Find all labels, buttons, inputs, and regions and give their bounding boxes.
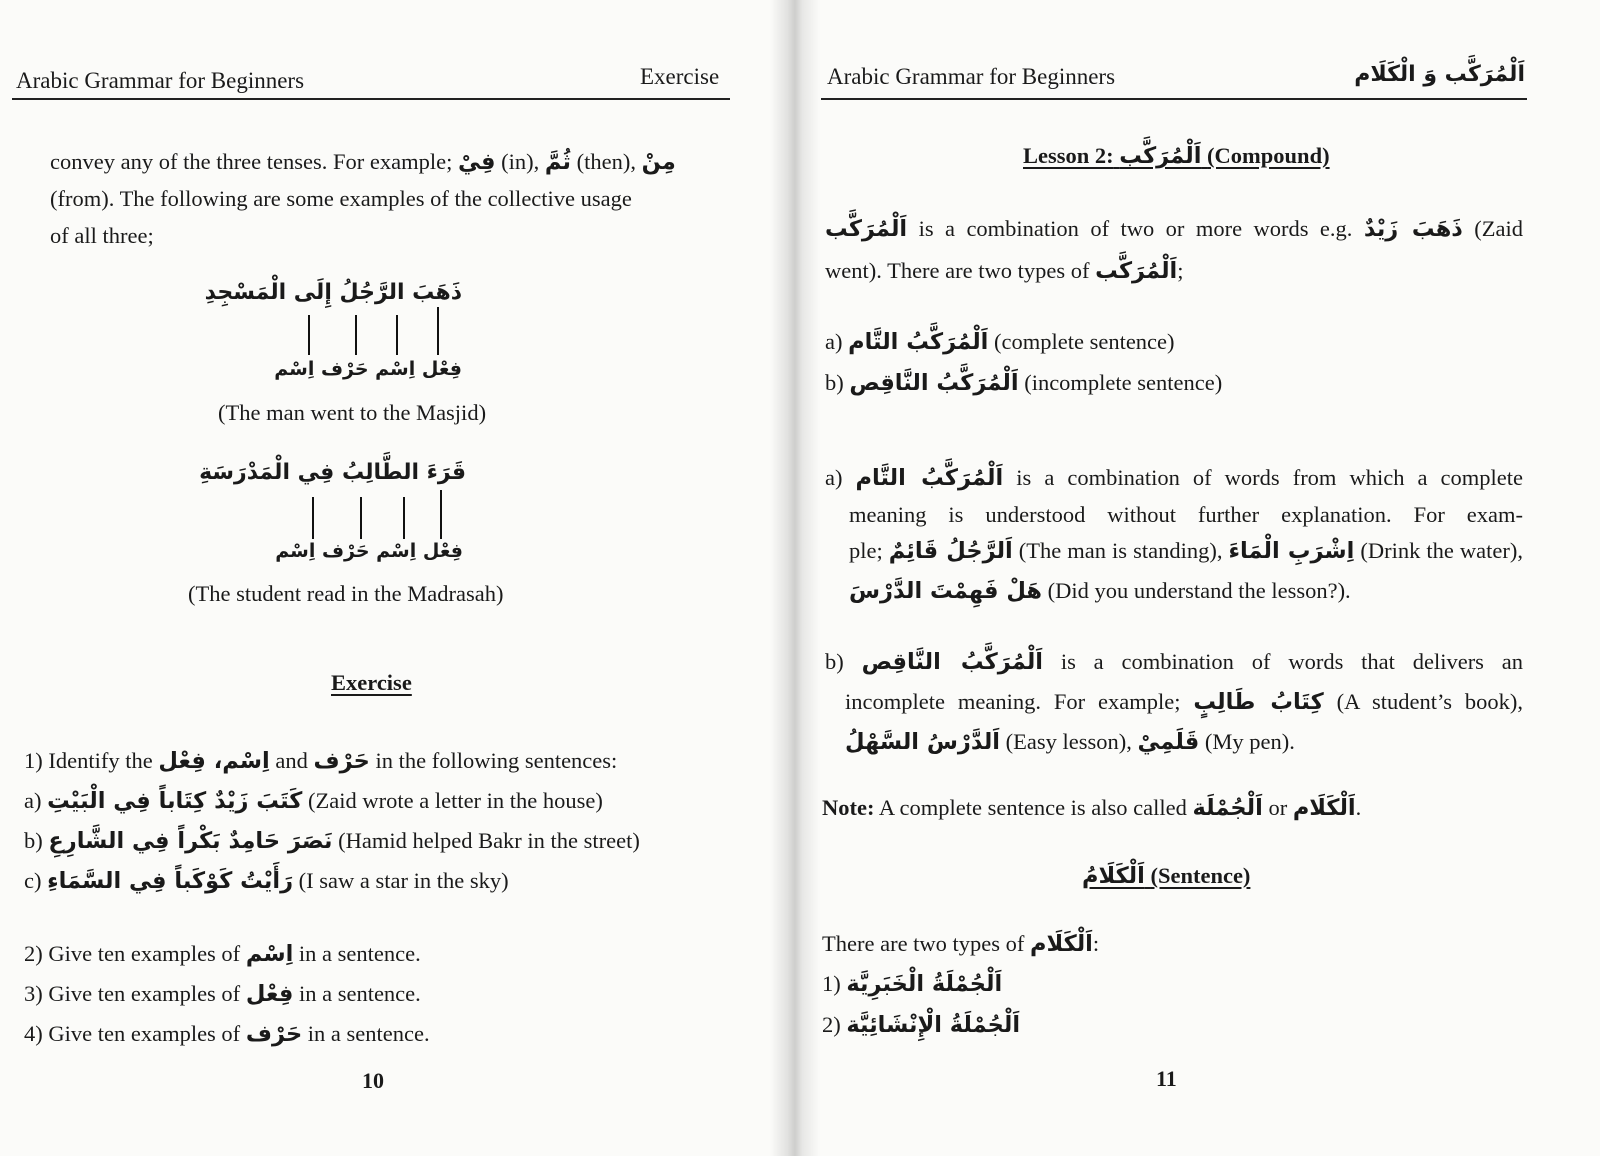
note-label: Note: [822, 795, 875, 820]
sentence-heading [1082, 863, 1250, 889]
para-a-line-4 [849, 572, 1351, 610]
para-b-example-2-arabic: اَلدَّرْسُ السَّهْلُ [845, 729, 1000, 755]
item-c-english: (I saw a star in the sky) [298, 868, 509, 893]
exercise-question-2 [24, 935, 421, 973]
q1-text-a: 1) Identify the [24, 748, 153, 773]
types-intro [822, 925, 1099, 963]
intro-line-2: (from). The following are some examples of the collective usage [50, 186, 632, 211]
lesson-heading-arabic: اَلْمُرَكَّب [1119, 143, 1202, 169]
note-arabic-kalam: اَلْكَلَام [1292, 795, 1356, 821]
para-a-arabic: اَلْمُرَكَّبُ التَّام [855, 465, 1004, 491]
types-item-2-prefix: 2) [822, 1012, 841, 1037]
q4-text-b: in a sentence. [307, 1021, 430, 1046]
q1-text-b: and [275, 748, 308, 773]
para-a-example-1-arabic: اَلرَّجُلُ قَائِمٌ [888, 538, 1013, 564]
diagram2-connector [403, 497, 405, 539]
note-text: A complete sentence is also called [878, 795, 1187, 820]
q3-arabic: فِعْل [245, 981, 294, 1007]
exercise-item-c [24, 862, 509, 900]
para-b-example-1-english: (A student’s book), [1336, 689, 1523, 714]
types-item-1 [822, 965, 1002, 1003]
def-text-2: (Zaid [1474, 216, 1524, 241]
type-a-english: (complete sentence) [994, 329, 1175, 354]
item-b-arabic: نَصَرَ حَامِدٌ بَكْراً فِي الشَّارِعِ [48, 828, 333, 854]
note-end: . [1355, 795, 1362, 820]
para-a-example-2-english: (Drink the water), [1360, 538, 1524, 563]
q3-text-b: in a sentence. [298, 981, 421, 1006]
example-fi-english: (in), [501, 149, 540, 174]
intro-line-1 [50, 143, 676, 181]
item-a-arabic: كَتَبَ زَيْدٌ كِتَاباً فِي الْبَيْتِ [47, 788, 303, 814]
item-a-english: (Zaid wrote a letter in the house) [308, 788, 603, 813]
para-a-example-1-english: (The man is standing), [1018, 538, 1223, 563]
para-a-line-2: meaning is understood without further explanation. For exam- [849, 502, 1523, 527]
running-head-section: Exercise [640, 64, 720, 89]
intro-text: convey any of the three tenses. For example; [50, 149, 453, 174]
definition-line-2 [825, 252, 1184, 290]
types-intro-text: There are two types of [822, 931, 1025, 956]
para-b-example-3-english: (My pen). [1204, 729, 1295, 754]
q4-arabic: حَرْف [245, 1021, 303, 1047]
type-b-english: (incomplete sentence) [1024, 370, 1223, 395]
example-thumma-english: (then), [576, 149, 636, 174]
diagram1-connector [396, 315, 398, 355]
para-b-example-1-arabic: كِتَابُ طَالِبٍ [1193, 689, 1324, 715]
para-a-example-3-english: (Did you understand the lesson?). [1047, 578, 1351, 603]
type-b-arabic: اَلْمُرَكَّبُ النَّاقِص [849, 370, 1019, 396]
exercise-question-1 [24, 742, 617, 780]
right-page [785, 0, 1600, 1156]
q3-text-a: 3) Give ten examples of [24, 981, 241, 1006]
para-a-line-3 [849, 532, 1523, 570]
lesson-heading [1023, 143, 1330, 169]
diagram2-connector [312, 497, 314, 539]
item-b-prefix: b) [24, 828, 43, 853]
para-b-text-2: incomplete meaning. For example; [845, 689, 1181, 714]
type-a-line [825, 323, 1175, 361]
type-b-prefix: b) [825, 370, 844, 395]
page-number: 10 [362, 1068, 384, 1093]
diagram2-connector [360, 497, 362, 539]
sentence-heading-english: (Sentence) [1150, 863, 1251, 888]
running-head-title: Arabic Grammar for Beginners [827, 64, 1116, 89]
item-c-arabic: رَأَيْتُ كَوْكَباً فِي السَّمَاءِ [47, 868, 294, 894]
q2-text-b: in a sentence. [298, 941, 421, 966]
note-line [822, 789, 1361, 827]
para-b-prefix: b) [825, 649, 844, 674]
para-b-text-1: is a combination of words that delivers an [1060, 649, 1523, 674]
para-a-text-1: is a combination of words from which a complete [1016, 465, 1524, 490]
exercise-question-3 [24, 975, 421, 1013]
para-b-arabic: اَلْمُرَكَّبُ النَّاقِص [861, 649, 1043, 675]
diagram1-connector [355, 315, 357, 355]
para-b-line-2 [845, 683, 1523, 721]
def-arabic-murakkab-2: اَلْمُرَكَّب [1095, 258, 1178, 284]
types-item-2-arabic: اَلْجُمْلَةُ الْإِنْشَائِيَّة [846, 1012, 1021, 1038]
para-a-text-3: ple; [849, 538, 883, 563]
types-intro-arabic: اَلْكَلَام [1030, 931, 1093, 957]
types-item-2 [822, 1006, 1020, 1044]
example-min-arabic: مِنْ [641, 149, 676, 175]
type-b-line [825, 364, 1222, 402]
exercise-item-a [24, 782, 603, 820]
para-b-example-3-arabic: قَلَمِيْ [1137, 729, 1200, 755]
para-a-line-1 [825, 459, 1523, 497]
q2-text-a: 2) Give ten examples of [24, 941, 241, 966]
diagram2-translation: (The student read in the Madrasah) [188, 581, 504, 606]
example-fi-arabic: فِيْ [458, 149, 496, 175]
header-rule [12, 98, 730, 100]
q2-arabic: اِسْم [245, 941, 294, 967]
diagram1-connector [308, 315, 310, 355]
exercise-question-4 [24, 1015, 430, 1053]
header-rule [821, 98, 1527, 100]
running-head-title: Arabic Grammar for Beginners [16, 68, 305, 93]
lesson-heading-suffix: (Compound) [1207, 143, 1330, 168]
types-intro-end: : [1092, 931, 1100, 956]
intro-line-3: of all three; [50, 223, 154, 248]
sentence-heading-arabic: اَلْكَلَامُ [1082, 863, 1145, 889]
def-text-4: ; [1177, 258, 1184, 283]
note-arabic-jumla: اَلْجُمْلَة [1192, 795, 1263, 821]
item-b-english: (Hamid helped Bakr in the street) [338, 828, 640, 853]
diagram1-translation: (The man went to the Masjid) [218, 400, 487, 425]
para-b-line-1 [825, 643, 1523, 681]
left-page [0, 0, 785, 1156]
diagram1-connector [437, 307, 439, 355]
book-gutter-shadow [770, 0, 820, 1156]
q1-arabic-ism-fil: اِسْم، فِعْل [158, 748, 270, 774]
def-arabic-murakkab: اَلْمُرَكَّب [825, 216, 908, 242]
definition-line-1 [825, 210, 1523, 248]
q1-arabic-harf: حَرْف [313, 748, 370, 774]
running-head-section-arabic: اَلْمُرَكَّب وَ الْكَلَام [1354, 62, 1525, 87]
type-a-arabic: اَلْمُرَكَّبُ التَّام [848, 329, 989, 355]
exercise-item-b [24, 822, 640, 860]
para-a-example-3-arabic: هَلْ فَهِمْتَ الدَّرْسَ [849, 578, 1042, 604]
item-c-prefix: c) [24, 868, 42, 893]
types-item-1-arabic: اَلْجُمْلَةُ الْخَبَرِيَّة [846, 971, 1003, 997]
page-number: 11 [1156, 1066, 1177, 1091]
para-a-example-2-arabic: اِشْرَبِ الْمَاءَ [1228, 538, 1355, 564]
diagram2-connector [440, 490, 442, 539]
diagram2-sentence: قَرَءَ الطَّالِبُ فِي الْمَدْرَسَةِ [199, 460, 466, 485]
q1-text-c: in the following sentences: [375, 748, 618, 773]
diagram1-labels: فِعْل اِسْم حَرْف اِسْم [274, 358, 462, 380]
item-a-prefix: a) [24, 788, 42, 813]
type-a-prefix: a) [825, 329, 843, 354]
example-thumma-arabic: ثُمَّ [544, 149, 571, 175]
def-arabic-example: ذَهَبَ زَيْدٌ [1363, 216, 1463, 242]
def-text-1: is a combination of two or more words e.g. [918, 216, 1353, 241]
para-b-line-3 [845, 723, 1295, 761]
types-item-1-prefix: 1) [822, 971, 841, 996]
q4-text-a: 4) Give ten examples of [24, 1021, 241, 1046]
note-or: or [1268, 795, 1288, 820]
diagram1-sentence: ذَهَبَ الرَّجُلُ إِلَى الْمَسْجِدِ [204, 280, 462, 305]
diagram2-labels: فِعْل اِسْم حَرْف اِسْم [275, 540, 463, 562]
lesson-heading-prefix: Lesson 2: [1023, 143, 1114, 168]
exercise-heading: Exercise [331, 670, 412, 695]
para-b-example-2-english: (Easy lesson), [1005, 729, 1132, 754]
para-a-prefix: a) [825, 465, 843, 490]
def-text-3: went). There are two types of [825, 258, 1090, 283]
